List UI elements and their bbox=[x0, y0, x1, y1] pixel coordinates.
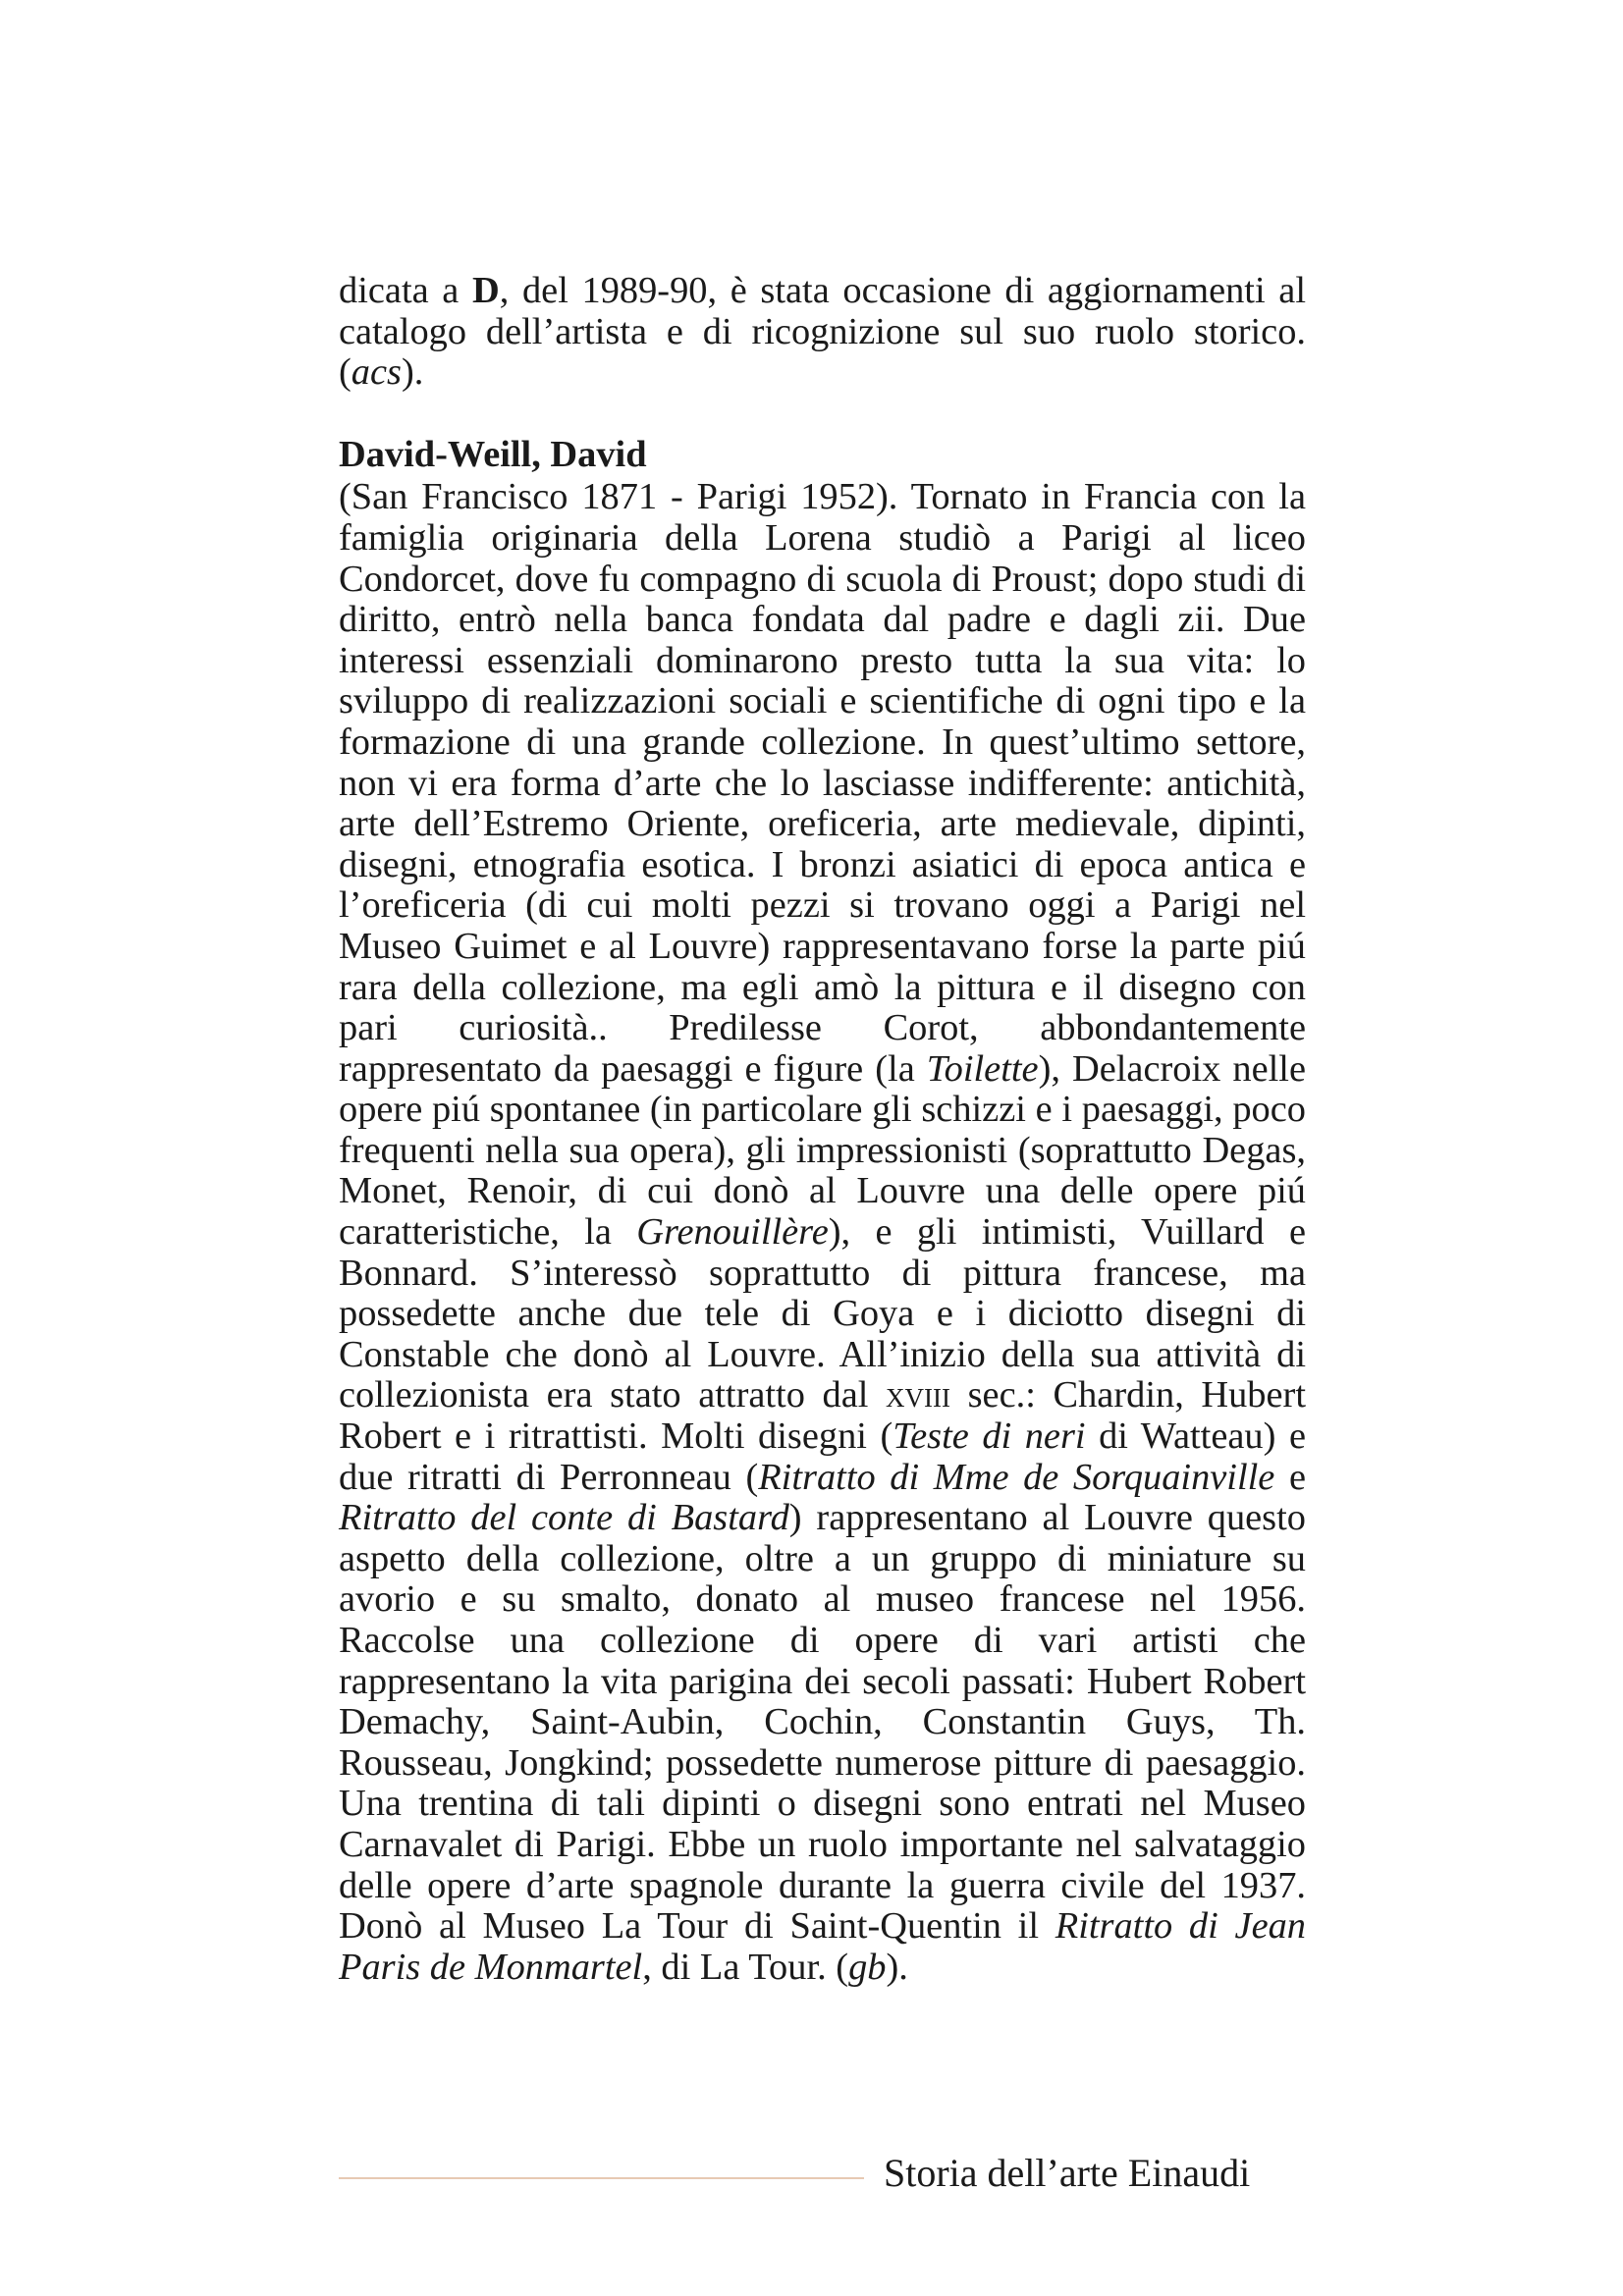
artwork-title-toilette: Toilette bbox=[926, 1047, 1039, 1090]
artwork-title-mme-de-sorquainville: Ritratto di Mme de Sorquainville bbox=[758, 1456, 1275, 1498]
artwork-title-teste-di-neri: Teste di neri bbox=[893, 1415, 1086, 1458]
prev-author-signature: acs bbox=[351, 351, 402, 394]
artwork-title-conte-di-bastard: Ritratto del conte di Bastard bbox=[339, 1497, 789, 1539]
footer-publication-title: Storia dell’arte Einaudi bbox=[884, 2151, 1251, 2195]
prev-text-2: , del 1989-90, è stata occasione di aggiornamenti al catalogo dell’artista e di ricognizione sul suo ruolo storico. ( bbox=[339, 270, 1306, 394]
body-text-2: ), Delacroix nelle opere piú spontanee (in particolare gli schizzi e i paesaggi, poco frequenti nella sua opera), gli impressionisti (soprattutto Degas, Monet, Renoir, di cui donò al Louvre una delle opere piú caratteristiche, la bbox=[339, 1047, 1306, 1254]
artwork-title-jean-paris-de-monmartel: Ritratto di Jean Paris de Monmartel bbox=[339, 1905, 1307, 1988]
footer-divider bbox=[339, 2177, 864, 2179]
prev-text-1: dicata a bbox=[339, 270, 472, 311]
page-body bbox=[339, 271, 1306, 1988]
artwork-title-grenouillere: Grenouillère bbox=[636, 1211, 829, 1254]
body-text-3: ), e gli intimisti, Vuillard e Bonnard. S’interessò soprattutto di pittura francese, ma possedette anche due tele di Goya e i diciotto disegni di Constable che donò al Louvre. All’inizio della sua attività di collezionista era stato attratto dal bbox=[339, 1211, 1306, 1416]
prev-cross-reference: D bbox=[471, 270, 500, 311]
entry-headword: David-Weill, David bbox=[339, 433, 647, 475]
body-text-1: (San Francisco 1871 - Parigi 1952). Tornato in Francia con la famiglia originaria della Lorena studiò a Parigi al liceo Condorcet, dove fu compagno di scuola di Proust; dopo studi di diritto, entrò nella banca fondata dal padre e dagli zii. Due interessi essenziali dominarono presto tutta la sua vita: lo sviluppo di realizzazioni sociali e scientifiche di ogni tipo e la formazione di una grande collezione. In quest’ultimo settore, non vi era forma d’arte che lo lasciasse indifferente: antichità, arte dell’Estremo Oriente, oreficeria, arte medievale, dipinti, disegni, etnografia esotica. I bronzi asiatici di epoca antica e l’oreficeria (di cui molti pezzi si trovano oggi a Parigi nel Museo Guimet e al Louvre) rappresentavano forse la parte piú rara della collezione, ma egli amò la pittura e il disegno con pari curiosità.. Predilesse Corot, abbondantemente rappresentato da paesaggi e figure (la bbox=[339, 476, 1306, 1090]
prev-text-3: ). bbox=[401, 351, 424, 394]
body-text-7: ) rappresentano al Louvre questo aspetto della collezione, oltre a un gruppo di miniature su avorio e su smalto, donato al museo francese nel 1956. Raccolse una collezione di opere di vari artisti che rappresentano la vita parigina dei secoli passati: Hubert Robert Demachy, Saint-Aubin, Cochin, Constantin Guys, Th. Rousseau, Jongkind; possedette numerose pitture di paesaggio. Una trentina di tali dipinti o disegni sono entrati nel Museo Carnavalet di Parigi. Ebbe un ruolo importante nel salvataggio delle opere d’arte spagnole durante la guerra civile del 1937. Donò al Museo La Tour di Saint-Quentin il bbox=[339, 1497, 1306, 1948]
body-text-5: di Watteau) e due ritratti di Perronneau ( bbox=[339, 1415, 1306, 1498]
entry-author-signature: gb bbox=[848, 1946, 887, 1988]
body-text-9: ). bbox=[886, 1946, 908, 1988]
body-text-4: sec.: Chardin, Hubert Robert e i ritrattisti. Molti disegni ( bbox=[339, 1374, 1306, 1458]
entry-body bbox=[339, 477, 1306, 1988]
body-text-8: , di La Tour. ( bbox=[642, 1946, 849, 1988]
century-numeral: xviii bbox=[886, 1374, 951, 1416]
body-text-6: e bbox=[1274, 1456, 1306, 1498]
previous-entry-tail bbox=[339, 271, 1306, 394]
